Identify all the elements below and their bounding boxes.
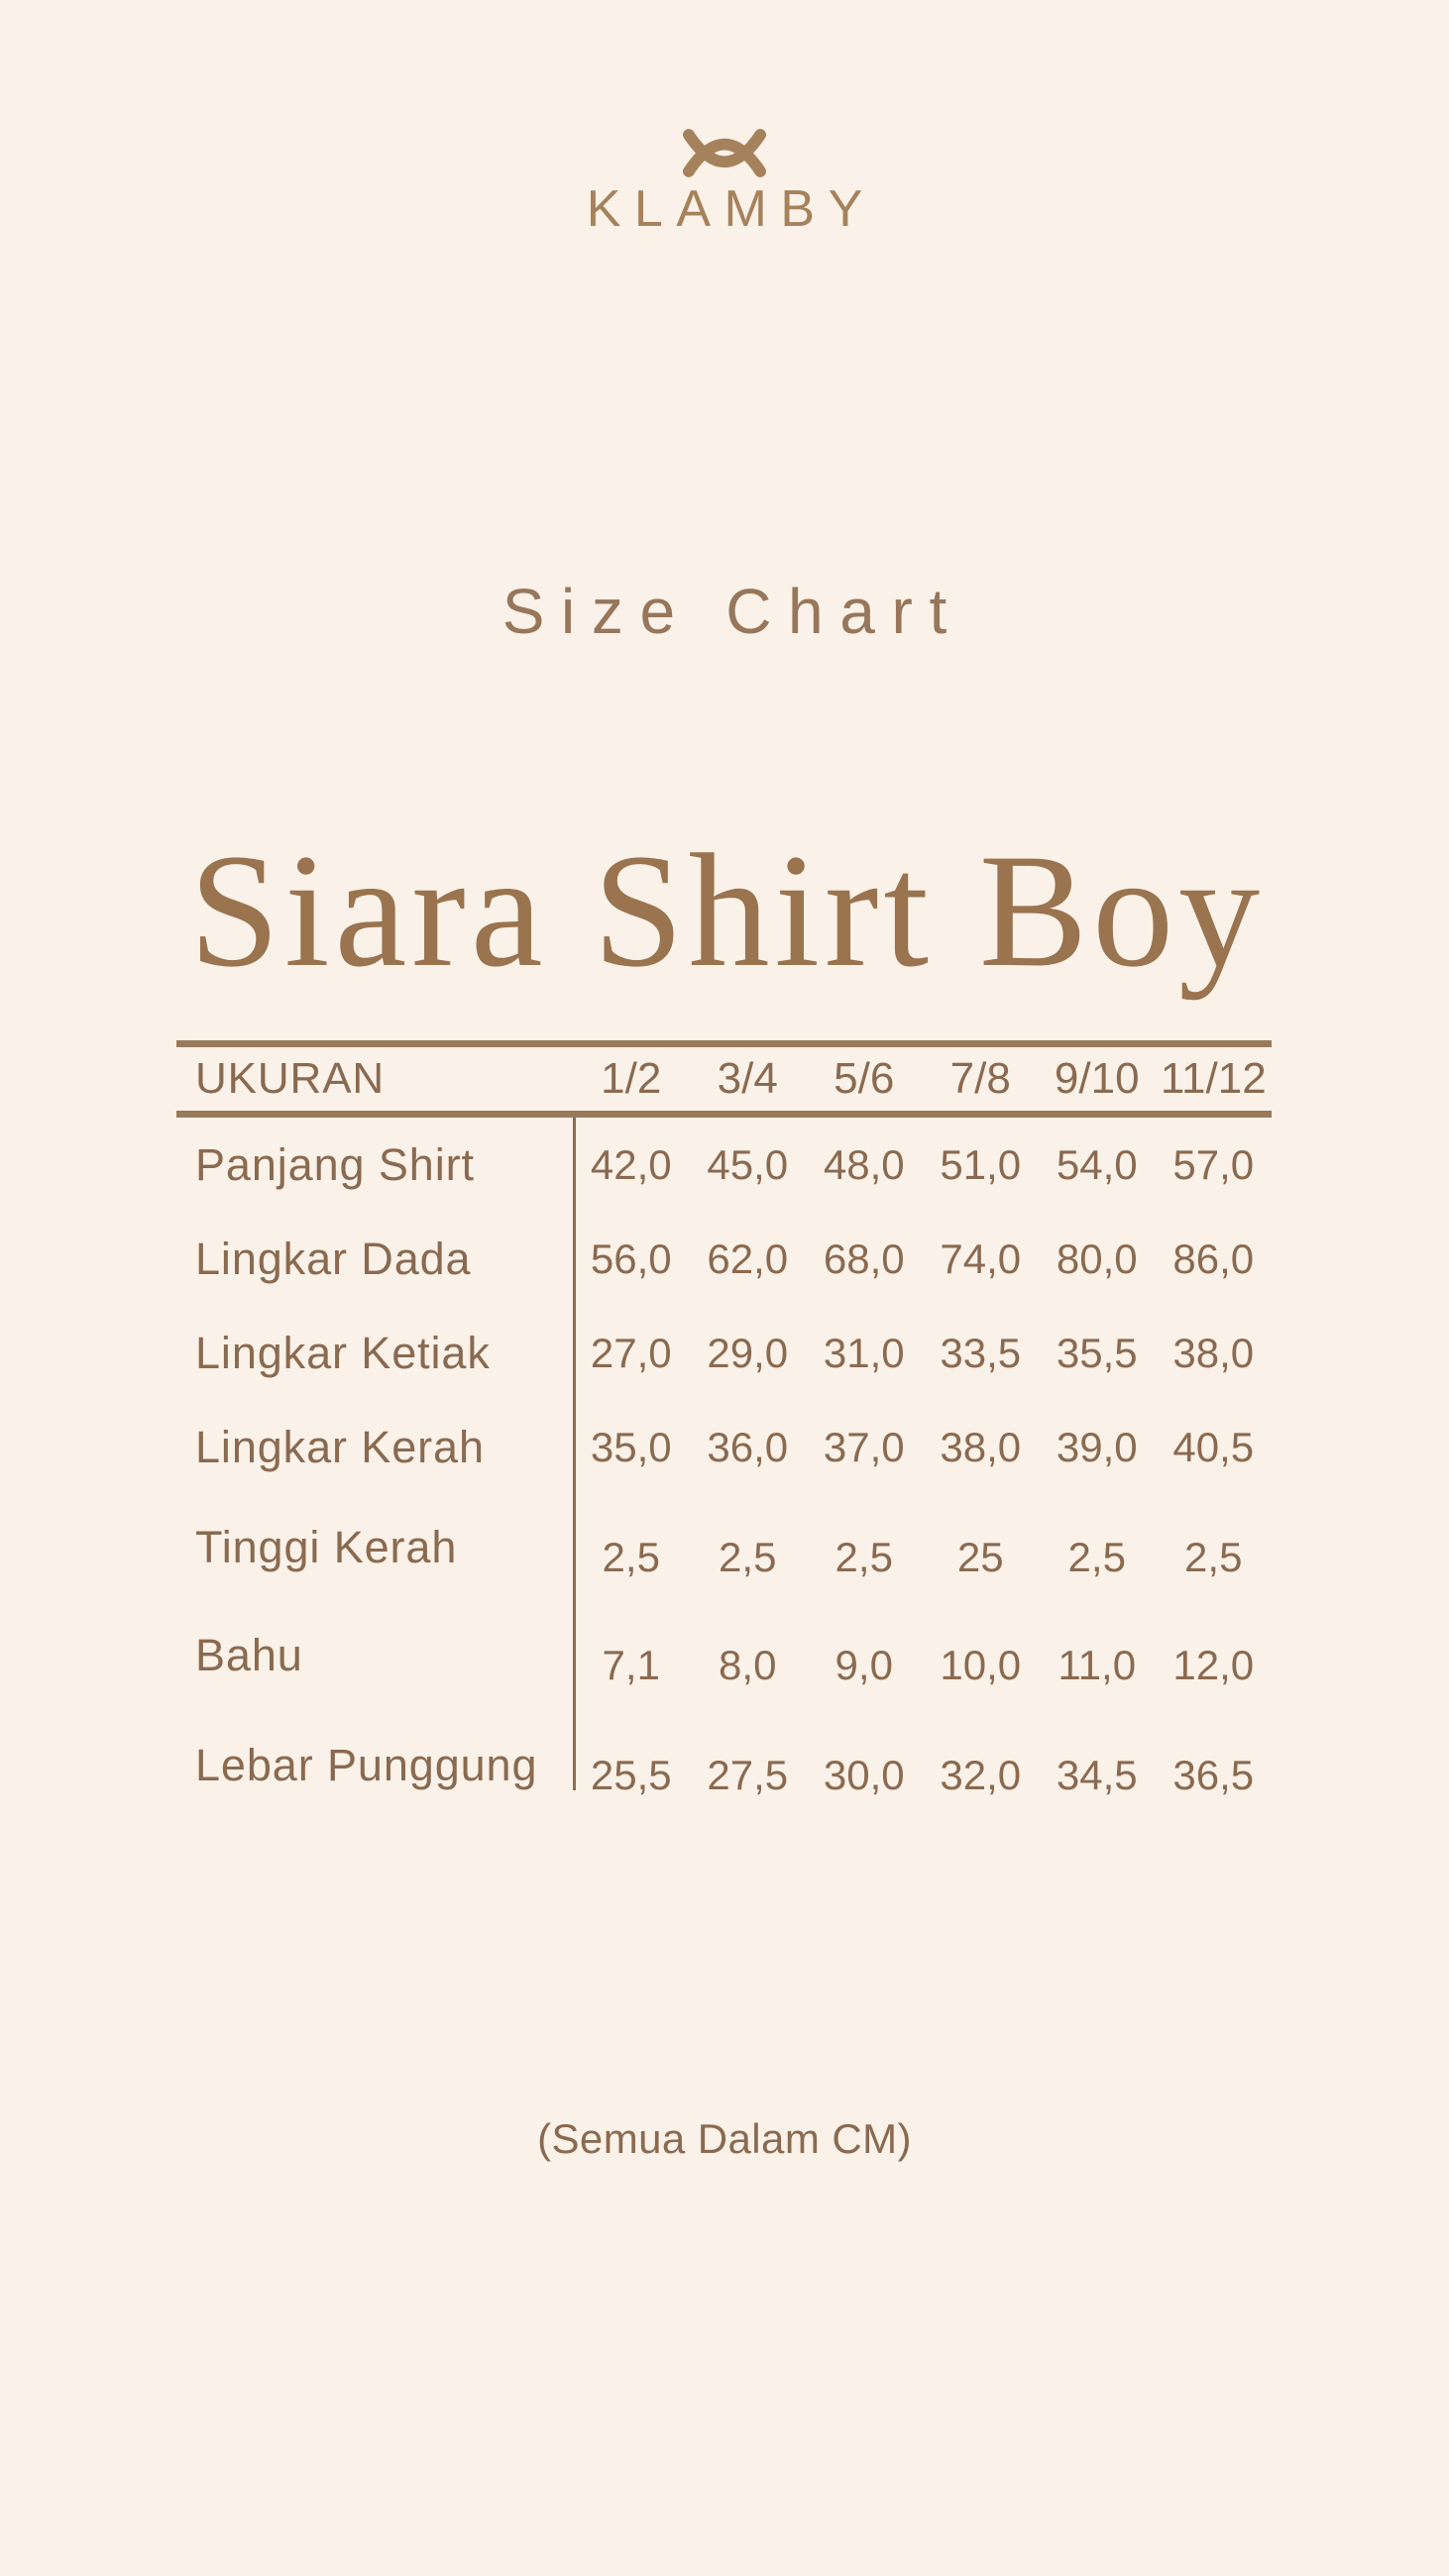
row-label: Tinggi Kerah [195, 1522, 458, 1573]
cell-value: 38,0 [940, 1423, 1022, 1470]
size-column-header: 7/8 [949, 1054, 1011, 1103]
cell-value: 30,0 [823, 1752, 905, 1798]
table-body [176, 1118, 1272, 1821]
size-chart-table [176, 1040, 1272, 1821]
product-title: Siara Shirt Boy [188, 821, 1265, 1001]
cell-value: 25,5 [590, 1752, 672, 1798]
cell-value: 27,0 [590, 1329, 672, 1376]
cell-value: 57,0 [1172, 1140, 1255, 1188]
cell-value: 48,0 [823, 1140, 905, 1188]
cell-value: 2,5 [1067, 1534, 1126, 1580]
cell-value: 8,0 [719, 1642, 777, 1688]
size-column-header: 1/2 [601, 1054, 662, 1103]
cell-value: 36,0 [707, 1423, 789, 1470]
table-top-rule [176, 1040, 1272, 1047]
size-column-header: 11/12 [1160, 1054, 1267, 1103]
row-label: Lebar Punggung [195, 1740, 538, 1791]
size-column-header: 3/4 [717, 1054, 778, 1103]
size-header-label: UKURAN [195, 1054, 386, 1103]
size-column-header: 5/6 [834, 1054, 895, 1103]
brand-logo [0, 129, 1449, 238]
row-label: Lingkar Dada [195, 1233, 472, 1284]
cell-value: 9,0 [835, 1642, 893, 1688]
cell-value: 35,0 [590, 1423, 672, 1470]
table-header-rule [176, 1111, 1272, 1118]
cell-value: 25 [956, 1534, 1004, 1580]
cell-value: 2,5 [835, 1534, 893, 1580]
cell-value: 54,0 [1056, 1140, 1138, 1188]
cell-value: 34,5 [1056, 1752, 1138, 1798]
page-subtitle: Size Chart [502, 576, 963, 647]
cell-value: 74,0 [940, 1234, 1022, 1282]
table-row [176, 1400, 1272, 1494]
cell-value: 39,0 [1056, 1423, 1138, 1470]
row-label: Lingkar Kerah [195, 1421, 485, 1472]
table-row [176, 1118, 1272, 1212]
cell-value: 2,5 [1184, 1534, 1243, 1580]
cell-value: 31,0 [823, 1329, 905, 1376]
row-label: Lingkar Ketiak [195, 1327, 491, 1378]
row-label: Panjang Shirt [195, 1138, 475, 1190]
size-column-header: 9/10 [1054, 1054, 1140, 1103]
cell-value: 33,5 [940, 1329, 1022, 1376]
cell-value: 35,5 [1056, 1329, 1138, 1376]
row-label: Bahu [195, 1630, 303, 1681]
cell-value: 56,0 [590, 1234, 672, 1282]
cell-value: 51,0 [940, 1140, 1022, 1188]
cell-value: 7,1 [602, 1642, 660, 1688]
table-row [176, 1306, 1272, 1400]
cell-value: 40,5 [1172, 1423, 1255, 1470]
cell-value: 62,0 [707, 1234, 789, 1282]
cell-value: 2,5 [602, 1534, 660, 1580]
cell-value: 36,5 [1172, 1752, 1255, 1798]
cell-value: 80,0 [1056, 1234, 1138, 1282]
column-divider-line [573, 1118, 576, 1790]
klamby-knot-icon [683, 129, 766, 177]
table-row [176, 1212, 1272, 1306]
cell-value: 37,0 [823, 1423, 905, 1470]
cell-value: 45,0 [707, 1140, 789, 1188]
cell-value: 42,0 [590, 1140, 672, 1188]
cell-value: 27,5 [707, 1752, 789, 1798]
table-row [176, 1494, 1272, 1601]
cell-value: 32,0 [940, 1752, 1022, 1798]
cell-value: 11,0 [1058, 1642, 1137, 1688]
cell-value: 86,0 [1172, 1234, 1255, 1282]
cell-value: 2,5 [719, 1534, 777, 1580]
unit-footnote: (Semua Dalam CM) [537, 2115, 912, 2162]
table-row [176, 1601, 1272, 1710]
brand-name: KLAMBY [586, 180, 876, 238]
cell-value: 68,0 [823, 1234, 905, 1282]
cell-value: 12,0 [1172, 1642, 1255, 1688]
table-header-row [176, 1047, 1272, 1111]
cell-value: 38,0 [1172, 1329, 1255, 1376]
cell-value: 10,0 [940, 1642, 1022, 1688]
table-row [176, 1710, 1272, 1821]
cell-value: 29,0 [707, 1329, 789, 1376]
